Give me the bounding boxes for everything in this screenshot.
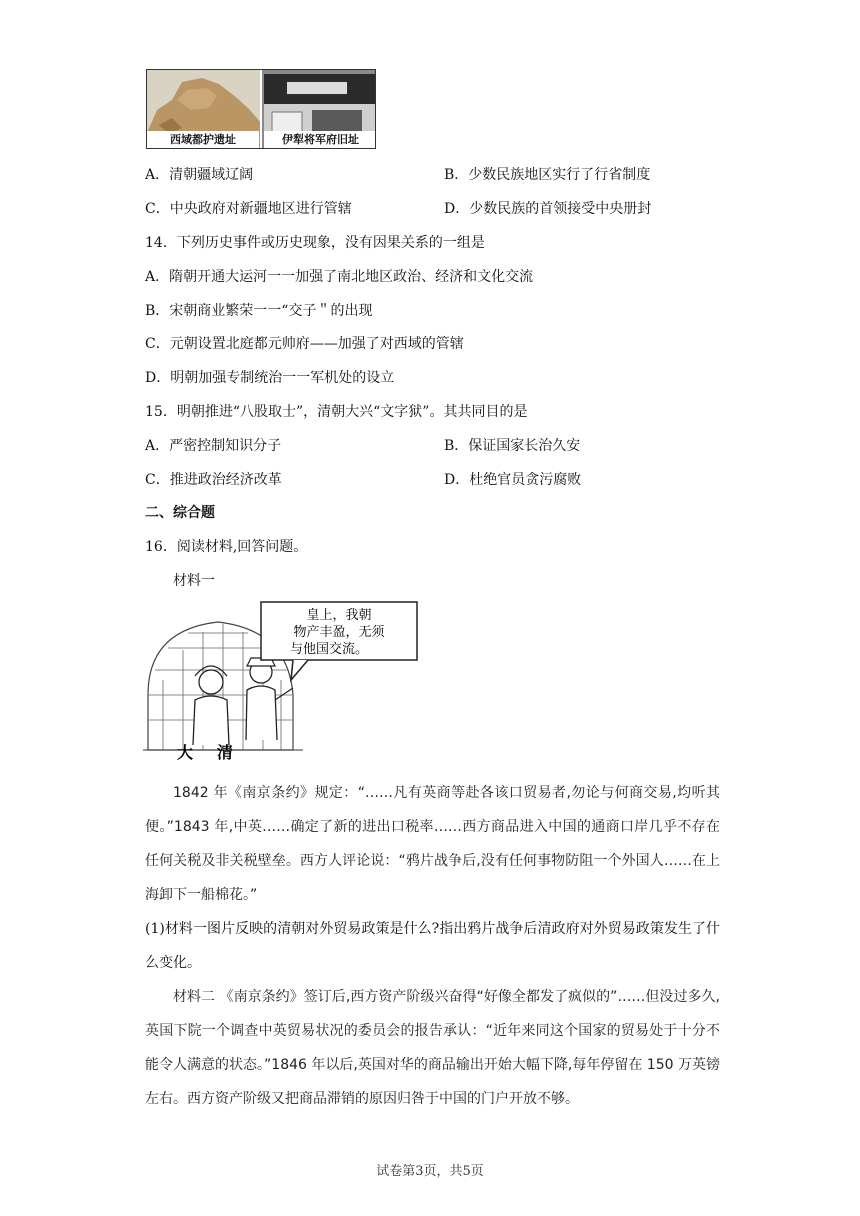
page-footer: 试卷第3页，共5页 (376, 1164, 484, 1179)
q16-stem: 16．阅读材料,回答问题。 (145, 539, 308, 555)
q15-option-b: B．保证国家长治久安 (444, 438, 581, 454)
q14-option-a: A．隋朝开通大运河一一加强了南北地区政治、经济和文化交流 (145, 269, 534, 285)
q13-option-a: A．清朝疆域辽阔 (145, 167, 254, 183)
caption-left: 西域都护遗址 (147, 131, 259, 148)
cartoon (143, 600, 421, 764)
cartoon-caption: 大清 (176, 743, 258, 762)
q13-option-b: B．少数民族地区实行了行省制度 (444, 167, 651, 183)
q13-photo (146, 69, 376, 149)
q14-stem: 14．下列历史事件或历史现象，没有因果关系的一组是 (145, 235, 485, 251)
q15-option-a: A．严密控制知识分子 (145, 438, 282, 454)
section-heading: 二、综合题 (145, 505, 215, 521)
q13-option-d: D．少数民族的首领接受中央册封 (444, 201, 652, 217)
q15-option-d: D．杜绝官员贪污腐败 (444, 472, 582, 488)
q15-option-c: C．推进政治经济改革 (145, 472, 282, 488)
speech-line-1: 皇上，我朝 (306, 608, 372, 623)
q14-option-b: B．宋朝商业繁荣一一“交子＂的出现 (145, 303, 373, 319)
q13-option-c: C．中央政府对新疆地区进行管辖 (145, 201, 352, 217)
q15-stem: 15．明朝推进“八股取士”，清朝大兴“文字狱”。其共同目的是 (145, 404, 528, 420)
material1-text: 1842 年《南京条约》规定：“……凡有英商等赴各该口贸易者,勿论与何商交易,均听其便。”1843 年,中英……确定了新的进出口税率……西方商品进入中国的通商口岸几乎不存在任何关税及非关税壁垒。西方人评论说：“鸦片战争后,没有任何事物防阻一个外国人……在上海卸下一船棉花。” (145, 785, 720, 903)
material1-label: 材料一 (173, 573, 215, 589)
material2-text: 材料二 《南京条约》签订后,西方资产阶级兴奋得“好像全都发了疯似的”……但没过多久,英国下院一个调查中英贸易状况的委员会的报告承认：“近年来同这个国家的贸易处于十分不能令人满意的状态。”1846 年以后,英国对华的商品输出开始大幅下降,每年停留在 150 万英镑左右。西方资产阶级又把商品滞销的原因归咎于中国的门户开放不够。 (145, 989, 720, 1107)
q14-option-d: D．明朝加强专制统治一一军机处的设立 (145, 370, 395, 386)
q14-option-c: C．元朝设置北庭都元帅府——加强了对西域的管辖 (145, 336, 464, 352)
speech-line-3: 与他国交流。 (289, 642, 369, 657)
cartoon-drawing (143, 600, 421, 764)
speech-line-2: 物产丰盈，无须 (293, 625, 385, 640)
question-1: (1)材料一图片反映的清朝对外贸易政策是什么?指出鸦片战争后清政府对外贸易政策发生了什么变化。 (145, 921, 720, 971)
caption-right: 伊犁将军府旧址 (264, 131, 376, 148)
